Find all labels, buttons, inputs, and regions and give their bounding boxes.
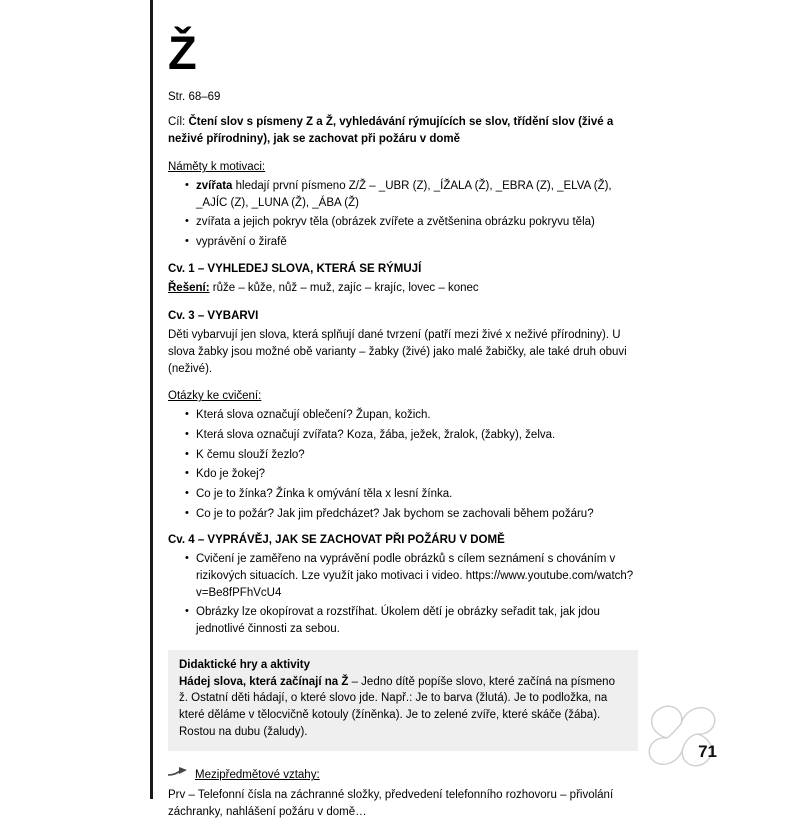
motivation-list — [168, 178, 638, 251]
list-item: • Která slova označují oblečení? Župan, kožich. — [185, 407, 638, 424]
solution-text: růže – kůže, nůž – muž, zajíc – krajíc, lovec – konec — [212, 281, 479, 294]
arrow-right-icon — [168, 767, 188, 784]
didactic-text: – Jedno dítě popíše slovo, které začíná na písmeno ž. Ostatní děti hádají, o které slovo jde. Např.: Je to barva (žlutá). Je to podložka, na které děláme v tělocvičně kotouly (žíněnka). Je to zelené zvíře, které skáče (žába). Rostou na dubu (žaludy). — [179, 675, 615, 738]
motivation-lead: zvířata — [196, 180, 233, 192]
page-title: Ž — [168, 26, 197, 79]
list-item-text: hledají první písmeno Z/Ž – _UBR (Z), _ÍŽALA (Ž), _EBRA (Z), _ELVA (Ž), _AJÍC (Z), _LUNA (Ž), _ÁBA (Ž) — [196, 180, 612, 209]
exercise4-list — [168, 551, 638, 637]
page-content — [168, 28, 638, 820]
pages-reference: Str. 68–69 — [168, 91, 221, 104]
cross-subject-text: Prv – Telefonní čísla na záchranné složky, předvedení telefonního rozhovoru – přivolání záchranky, nahlášení požáru v domě… — [168, 789, 614, 818]
cross-subject-heading — [168, 767, 638, 784]
questions-list — [168, 407, 638, 522]
list-item: • Kdo je žokej? — [185, 466, 638, 483]
list-item: • Obrázky lze okopírovat a rozstříhat. Úkolem dětí je obrázky seřadit tak, jak jdou jednotlivé činnosti za sebou. — [185, 604, 638, 637]
list-item: • K čemu slouží žezlo? — [185, 447, 638, 464]
exercise3-heading: Cv. 3 – VYBARVI — [168, 310, 259, 323]
page-number: 71 — [698, 742, 717, 761]
cross-subject-block — [168, 767, 638, 820]
exercise3-text: Děti vybarvují jen slova, která splňují dané tvrzení (patří mezi živé x neživé přírodniny). U slova žabky jsou možné obě varianty – žabky (živé) jako malé žabičky, ale také druh obuvi (neživé). — [168, 329, 627, 375]
page-footer — [613, 707, 763, 785]
list-item: • Co je to žínka? Žínka k omývání těla x lesní žínka. — [185, 486, 638, 503]
exercise1-solution — [168, 280, 638, 297]
goal-label: Cíl: — [168, 116, 186, 129]
cross-subject-label: Mezipředmětové vztahy: — [195, 769, 320, 782]
list-item: • Cvičení je zaměřeno na vyprávění podle obrázků s cílem seznámení s chováním v rizikových situacích. Lze využít jako motivaci i video. https://www.youtube.com/watch?v=Be8fPFhVcU4 — [185, 551, 638, 601]
list-item: • vyprávění o žirafě — [185, 234, 638, 251]
exercise1-heading: Cv. 1 – VYHLEDEJ SLOVA, KTERÁ SE RÝMUJÍ — [168, 262, 422, 275]
flower-icon — [615, 694, 745, 777]
exercise4-heading: Cv. 4 – VYPRÁVĚJ, JAK SE ZACHOVAT PŘI POŽÁRU V DOMĚ — [168, 534, 505, 547]
list-item: • Která slova označují zvířata? Koza, žába, ježek, žralok, (žabky), želva. — [185, 427, 638, 444]
list-item: • Co je to požár? Jak jim předcházet? Jak bychom se zachovali během požáru? — [185, 506, 638, 523]
motivation-heading: Náměty k motivaci: — [168, 161, 266, 173]
didactic-lead: Hádej slova, která začínají na Ž — [179, 675, 349, 688]
questions-heading: Otázky ke cvičení: — [168, 390, 262, 403]
didactic-games-box — [168, 650, 638, 752]
goal-text: Čtení slov s písmeny Z a Ž, vyhledávání rýmujících se slov, třídění slov (živé a neživé přírodniny), jak se zachovat při požáru v domě — [168, 116, 614, 145]
didactic-body — [179, 674, 627, 741]
list-item: • zvířata a jejich pokryv těla (obrázek zvířete a zvětšenina obrázku pokryvu těla) — [185, 214, 638, 231]
goal-paragraph — [168, 114, 638, 147]
left-vertical-rule — [150, 0, 153, 799]
didactic-title: Didaktické hry a aktivity — [179, 658, 311, 671]
solution-label: Řešení: — [168, 281, 210, 294]
list-item — [185, 178, 638, 211]
